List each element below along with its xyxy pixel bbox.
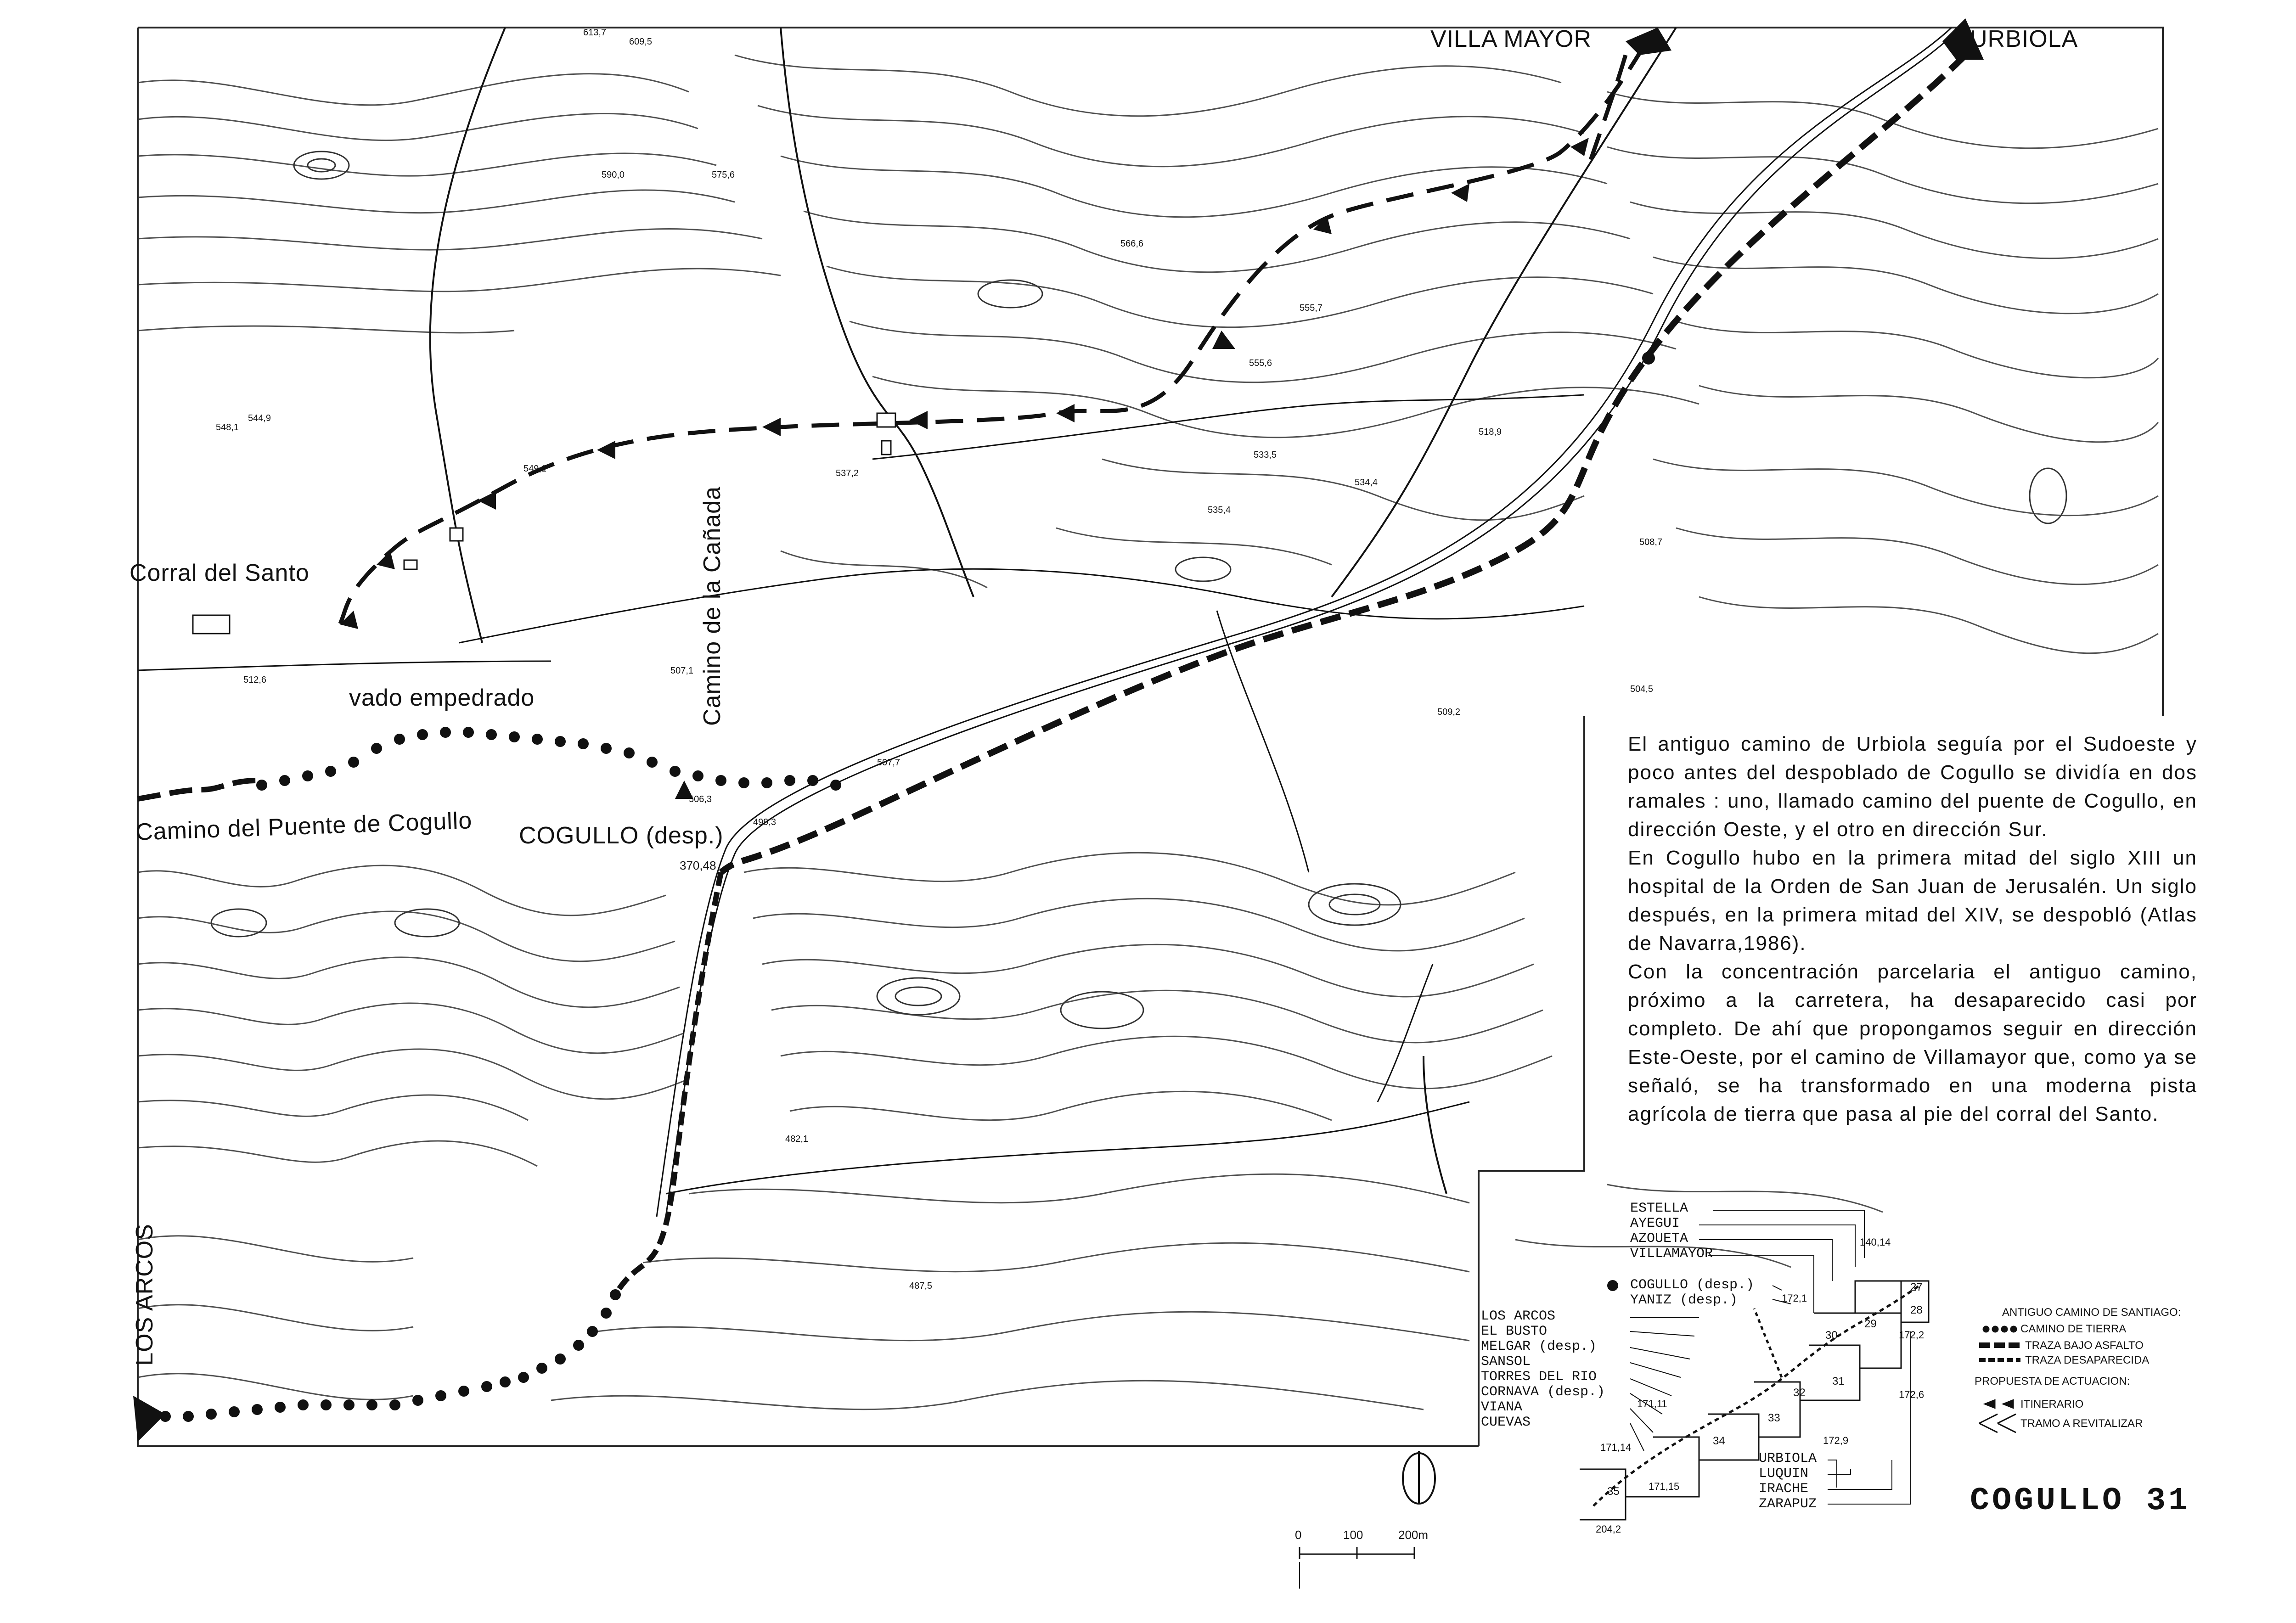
index-coord: 172,1 (1782, 1292, 1807, 1304)
streams (430, 28, 1676, 1194)
sheet-number: 27 (1910, 1281, 1923, 1293)
legend-itinerario: ITINERARIO (2020, 1398, 2084, 1410)
index-label: ESTELLA (1630, 1201, 1688, 1216)
spot-height: 534,4 (1355, 477, 1378, 488)
route-urbiola-west (138, 781, 257, 799)
spot-height: 590,0 (602, 170, 625, 180)
legend-tierra: CAMINO DE TIERRA (2020, 1323, 2127, 1335)
index-coord: 140,14 (1860, 1236, 1891, 1248)
index-label: MELGAR (desp.) (1481, 1339, 1597, 1354)
spot-height: 482,1 (785, 1134, 809, 1144)
description-paragraph: Con la concentración parcelaria el antiguo camino, próximo a la carretera, ha desaparecido casi por completo. De ahí que propongamos seguir en dirección Este-Oeste, por el camino de Villamayor que, como ya se señaló, se ha transformado en una moderna pista agrícola de tierra que pasa al pie del corral del Santo. (1628, 960, 2197, 1125)
index-label: SANSOL (1481, 1354, 1531, 1370)
sheet-number: 35 (1607, 1485, 1620, 1498)
spot-height: 509,2 (1437, 707, 1461, 717)
los-arcos-arrow (133, 1396, 165, 1442)
label-camino-canada: Camino de la Cañada (699, 486, 726, 726)
index-label: ZARAPUZ (1759, 1496, 1817, 1512)
index-label: CORNAVA (desp.) (1481, 1384, 1605, 1400)
spot-height: 537,2 (836, 468, 859, 478)
index-label: URBIOLA (1759, 1451, 1817, 1466)
index-label: IRACHE (1759, 1481, 1809, 1497)
spot-height: 609,5 (629, 37, 653, 47)
itinerary-arrows (340, 138, 1589, 629)
spot-height: 555,7 (1300, 303, 1323, 313)
label-camino-puente-cogullo: Camino del Puente de Cogullo (135, 807, 473, 846)
itinerary-route (335, 46, 1644, 634)
north-arrow (1403, 1451, 1435, 1504)
spot-height: 507,7 (877, 758, 900, 768)
spot-height: 544,9 (248, 413, 271, 423)
description-text (1628, 730, 2197, 1129)
label-cogullo: COGULLO (desp.) (519, 822, 724, 849)
index-label: VIANA (1481, 1399, 1523, 1415)
sheet-number: 33 (1768, 1412, 1780, 1424)
plate-title: COGULLO 31 (1970, 1483, 2191, 1519)
spot-height: 613,7 (583, 28, 607, 38)
spot-height: 575,6 (712, 170, 735, 180)
spot-height: 506,3 (689, 794, 712, 804)
sheet-number: 30 (1825, 1329, 1838, 1342)
index-label: EL BUSTO (1481, 1324, 1548, 1339)
scale-bar (1300, 1547, 1414, 1589)
spot-height: 512,6 (243, 675, 267, 685)
sheet-number: 34 (1713, 1435, 1725, 1447)
legend-revitalizar: TRAMO A REVITALIZAR (2020, 1417, 2143, 1430)
scale-label: 100 (1343, 1528, 1363, 1542)
cogullo-index-dot (1607, 1280, 1618, 1291)
description-paragraph: El antiguo camino de Urbiola seguía por el Sudoeste y poco antes del despoblado de Cogullo se dividía en dos ramales : uno, llamado camino del puente de Cogullo, en dirección Oeste, y el otro en dirección Sur. (1628, 733, 2197, 841)
spot-height: 533,5 (1254, 450, 1277, 460)
scale-label: 200m (1398, 1528, 1429, 1542)
spot-height: 535,4 (1208, 505, 1231, 515)
sheet-number: 29 (1864, 1318, 1877, 1330)
legend-asfalto: TRAZA BAJO ASFALTO (2025, 1339, 2144, 1352)
index-coord: 172,6 (1899, 1389, 1925, 1400)
index-coord: 171,14 (1600, 1442, 1632, 1453)
spot-height: 549,1 (523, 464, 547, 474)
index-label: TORRES DEL RIO (1481, 1369, 1597, 1385)
sheet-number: 28 (1910, 1304, 1923, 1316)
index-label: AZOUETA (1630, 1231, 1688, 1247)
legend-title: ANTIGUO CAMINO DE SANTIAGO: (2002, 1306, 2181, 1319)
index-label: YANIZ (desp.) (1630, 1292, 1738, 1308)
spot-height: 555,6 (1249, 358, 1272, 368)
index-label: LOS ARCOS (1481, 1309, 1556, 1324)
villa-mayor-arrow (1626, 28, 1671, 55)
index-label: CUEVAS (1481, 1415, 1531, 1430)
route-under-asphalt-lower (615, 872, 721, 1295)
spot-height: 518,9 (1479, 427, 1502, 437)
label-vado-empedrado: vado empedrado (349, 685, 535, 711)
index-label: COGULLO (desp.) (1630, 1277, 1755, 1293)
index-coord: 204,2 (1596, 1523, 1621, 1535)
legend-desaparecida: TRAZA DESAPARECIDA (2025, 1354, 2150, 1366)
spot-height: 487,5 (909, 1281, 933, 1291)
description-paragraph: En Cogullo hubo en la primera mitad del siglo XIII un hospital de la Orden de San Juan de Jerusalén. Un siglo después, en la primera mitad del XIV, se despobló (Atlas de Navarra,1986). (1628, 847, 2197, 955)
spot-height: 566,6 (1120, 239, 1144, 249)
index-label: LUQUIN (1759, 1466, 1809, 1482)
legend-propuesta-title: PROPUESTA DE ACTUACION: (1975, 1375, 2130, 1387)
index-label: AYEGUI (1630, 1216, 1680, 1231)
spot-height: 507,1 (670, 666, 694, 676)
index-coord: 171,15 (1649, 1481, 1680, 1492)
index-coord: 172,2 (1899, 1329, 1925, 1341)
index-coord: 171,11 (1637, 1398, 1667, 1410)
label-urbiola: URBIOLA (1970, 26, 2078, 52)
spot-height: 499,3 (753, 817, 777, 827)
road-label: 370,48 (680, 859, 716, 872)
label-villa-mayor: VILLA MAYOR (1430, 26, 1592, 52)
scale-label: 0 (1295, 1528, 1302, 1542)
label-los-arcos: LOS ARCOS (131, 1224, 158, 1366)
index-label: VILLAMAYOR (1630, 1246, 1713, 1262)
buildings (193, 413, 895, 634)
spot-height: 548,1 (216, 422, 239, 432)
sheet-number: 31 (1832, 1375, 1845, 1387)
index-coord: 172,9 (1823, 1435, 1849, 1446)
spot-height: 504,5 (1630, 684, 1654, 694)
spot-height: 508,7 (1639, 537, 1663, 547)
index-map (1580, 1281, 1929, 1520)
label-corral-del-santo: Corral del Santo (129, 560, 310, 586)
sheet-number: 32 (1793, 1387, 1806, 1399)
